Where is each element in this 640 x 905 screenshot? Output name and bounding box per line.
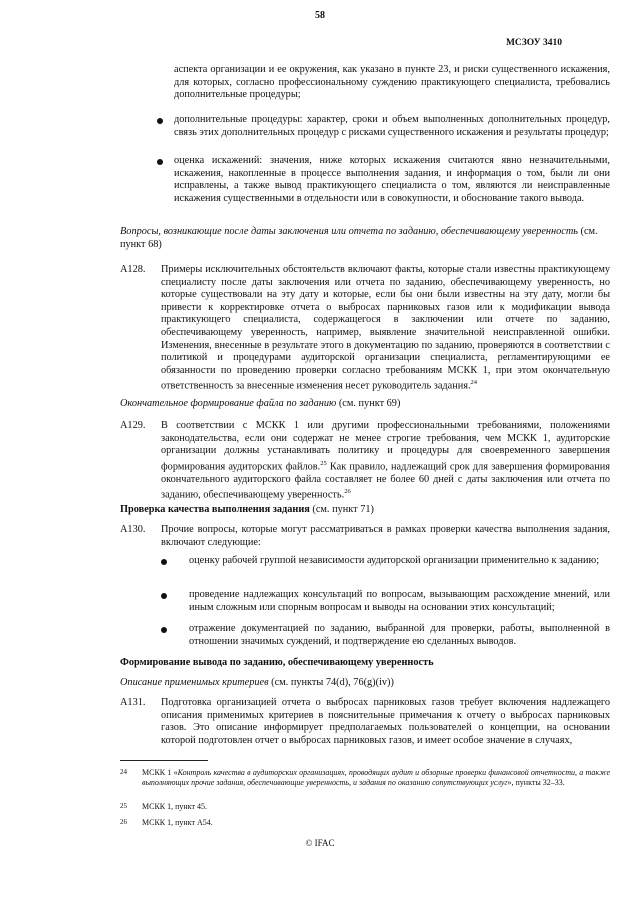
footnote-24 <box>142 768 610 788</box>
footnote-number-25: 25 <box>120 802 127 810</box>
para-a130: Прочие вопросы, которые могут рассматриваться в рамках проверки качества выполнения задания, включают следующие: <box>161 524 610 548</box>
para-a129-text-1: В соответствии с МСКК 1 или другими профессиональными требованиями, положениями законодательства, если они содержат не менее строгие требования, чем МСКК 1, аудиторские организации должны устанавливать политику и процедуры для своевременного завершения формирования аудиторских файлов. <box>161 420 610 473</box>
intro-bullet-1: дополнительные процедуры: характер, сроки и объем выполненных дополнительных процедур, связь этих дополнительных процедур с рисками существенного искажения и результаты процедур; <box>174 114 610 138</box>
footnote-24-title: Контроль качества в аудиторских организациях, проводящих аудит и обзорные проверки финансовой отчетности, а также выполняющих прочие задания, обеспечивающие уверенность, и задания по оказанию сопутствующих услуг <box>142 768 610 787</box>
heading-ref: (см. пункт 69) <box>338 398 401 409</box>
footnote-number-24: 24 <box>120 768 127 776</box>
footnote-25: МСКК 1, пункт 45. <box>142 802 207 811</box>
para-a129 <box>161 420 610 502</box>
bullet-icon <box>161 559 167 565</box>
para-number-a131: A131. <box>120 697 146 708</box>
heading-text: Окончательное формирование файла по заданию <box>120 398 337 409</box>
footnote-ref-26: 26 <box>344 488 351 496</box>
intro-bullet-2: оценка искажений: значения, ниже которых искажения считаются явно незначительными, искажения, накопленные в процессе выполнения задания, и информация о том, были ли они исправлены, а также вывод практикующего специалиста о том, являются ли неисправленные искажения существенными в отдельности или в совокупности, и обоснование такого вывода. <box>174 155 610 204</box>
heading-text: Проверка качества выполнения задания <box>120 504 310 515</box>
footnote-number-26: 26 <box>120 818 127 826</box>
bullet-icon <box>161 627 167 633</box>
para-a128 <box>161 264 610 393</box>
a130-bullet-3: отражение документацией по заданию, выбранной для проверки, работы, выполненной в отношении значимых суждений, и подтверждение ею сделанных выводов. <box>189 623 610 647</box>
footnote-ref-24: 24 <box>470 379 478 387</box>
heading-text: Вопросы, возникающие после даты заключения или отчета по заданию, обеспечивающему уверенность <box>120 226 578 237</box>
footnote-divider <box>120 760 208 761</box>
footnote-24-post: », пункты 32–33. <box>507 778 565 787</box>
heading-ref: (см. пункт 68) <box>120 226 598 250</box>
section-heading-file-assembly <box>120 398 610 411</box>
bullet-icon <box>157 118 163 124</box>
heading-ref: (см. пункты 74(d), 76(g)(iv)) <box>271 677 394 688</box>
a130-bullet-2: проведение надлежащих консультаций по вопросам, вызывающим расхождение мнений, или иным сложным или спорным вопросам и выводы на основании этих консультаций; <box>189 589 610 613</box>
a130-bullet-1: оценку рабочей группой независимости аудиторской организации применительно к заданию; <box>189 555 600 566</box>
heading-text: Описание применимых критериев <box>120 677 269 688</box>
section-heading-after-date <box>120 226 610 251</box>
heading-ref: (см. пункт 71) <box>312 504 374 515</box>
section-heading-criteria <box>120 677 610 690</box>
para-number-a130: A130. <box>120 524 146 535</box>
para-number-a129: A129. <box>120 420 146 431</box>
page-footer: © IFAC <box>305 838 335 848</box>
intro-continuation: аспекта организации и ее окружения, как указано в пункте 23, и риски существенного искажения, для которых, согласно профессиональному суждению практикующего специалиста, требовались дополнительные процедуры; <box>174 64 610 101</box>
para-a128-text: Примеры исключительных обстоятельств включают факты, которые стали известны практикующему специалисту после даты заключения или отчета по заданию, обеспечивающему уверенность, но которые существовали на эту дату и которые, если бы они были известны на эту дату, могли бы привести к корректировке отчета о выбросах парниковых газов или к модификации вывода практикующего специалиста, содержащегося в заключении или отчете по заданию, обеспечивающему уверенность, например, выявление значительной неисправленной ошибки. Изменения, внесенные в результате этого в документацию по заданию, проверяются в соответствии с политикой и процедурами аудиторской организации специалиста, регламентирующими ее обязанности по проведению проверки согласно требованиям МСКК 1, при этом окончательную ответственность за внесенные изменения несет руководитель задания. <box>161 264 610 392</box>
para-a129-text-2: Как правило, надлежащий срок для завершения формирования окончательного аудиторского файла составляет не более 60 дней с даты заключения или отчета по заданию, обеспечивающему уверенность. <box>161 461 610 501</box>
bullet-icon <box>157 159 163 165</box>
page-number: 58 <box>315 10 325 21</box>
section-heading-quality-review <box>120 504 610 517</box>
footnote-26: МСКК 1, пункт A54. <box>142 818 213 827</box>
standard-code: МСЗОУ 3410 <box>505 38 562 48</box>
section-heading-conclusion: Формирование вывода по заданию, обеспечивающему уверенность <box>120 657 434 668</box>
para-number-a128: A128. <box>120 264 146 275</box>
footnote-ref-25: 25 <box>320 459 327 467</box>
footnote-24-pre: МСКК 1 « <box>142 768 178 777</box>
para-a131: Подготовка организацией отчета о выбросах парниковых газов требует включения надлежащего описания применимых критериев в пояснительные примечания к отчету о выбросах парниковых газов. Это описание информирует предполагаемых пользователей о концепции, на основании которой подготовлен отчет о выбросах парниковых газов, и имеет особое значение в случаях, <box>161 697 610 746</box>
bullet-icon <box>161 593 167 599</box>
